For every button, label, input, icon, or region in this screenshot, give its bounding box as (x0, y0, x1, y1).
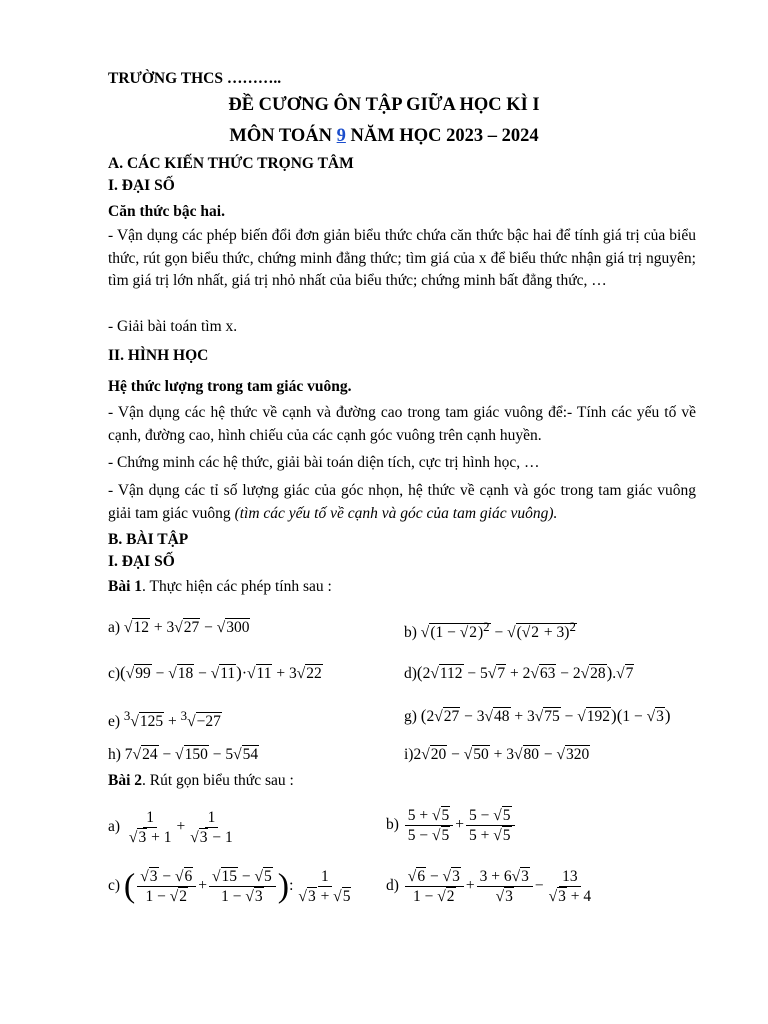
section-a-heading: A. CÁC KIẾN THỨC TRỌNG TÂM (108, 155, 354, 172)
numerator: 13 (559, 868, 581, 887)
exercise-1g: g) (2√27 − 3√48 + 3√75 − √192)(1 − √3) (404, 706, 671, 725)
root-index: 3 (123, 708, 131, 723)
denominator: √3 + √5 (298, 887, 351, 905)
numerator: 5 + √5 (405, 807, 454, 826)
radicand: 5 (441, 826, 450, 844)
radicand: 80 (523, 746, 539, 763)
denominator: √3 + 4 (548, 887, 592, 905)
exercise-1b: b) $√(1 - √2)^2 - √(√2 + 3)^2$ (404, 619, 576, 642)
number: 3 (556, 624, 565, 642)
coefficient: 5 (225, 746, 234, 763)
number: 1 (224, 828, 233, 846)
label-b: b) (386, 816, 399, 833)
radicand: 2 (531, 624, 540, 642)
radicand: 320 (566, 746, 590, 763)
radicand: 5 (502, 806, 511, 824)
coefficient: 2 (572, 665, 581, 682)
radicand: 7 (625, 665, 634, 682)
number: 4 (583, 887, 592, 905)
coefficient: 5 (480, 665, 488, 682)
label-a: a) (108, 818, 121, 835)
number: 5 (469, 826, 477, 844)
exercise-1-label: Bài 1 (108, 578, 143, 595)
numerator: 3 + 6√3 (477, 868, 533, 887)
label-c: c) (108, 877, 121, 894)
radicand: 3 (452, 867, 460, 885)
label-c: c) (108, 665, 121, 682)
root-index: 3 (180, 708, 188, 723)
radicand: 3 (138, 828, 147, 846)
radicand: 3 (149, 867, 158, 885)
radicand: 300 (226, 619, 250, 636)
coefficient: 7 (124, 746, 133, 763)
radicand: 2 (179, 887, 187, 905)
subtitle-suffix: NĂM HỌC 2023 – 2024 (345, 126, 539, 146)
radicand: −27 (196, 713, 221, 731)
radicand: 6 (417, 867, 426, 885)
exercise-2c: c) ( $\frac{√3 - √6}{1 - √2}$ + $\frac{√15 - √5}{1 - √3}$ ): $\frac{1}{√3 + √5}$ (108, 864, 356, 908)
label-i: i) (404, 746, 414, 763)
radicand: 3 (558, 887, 566, 905)
open-paren: ( (123, 867, 136, 905)
fraction (405, 807, 454, 844)
radicand: 50 (473, 746, 489, 763)
label-b: b) (404, 624, 417, 642)
grade-link[interactable]: 9 (336, 126, 346, 146)
radicand: 15 (221, 867, 238, 885)
school-name: TRƯỜNG THCS ……….. (108, 70, 282, 87)
paragraph-trig-ratios (108, 480, 696, 525)
exercise-1-title (108, 577, 332, 597)
fraction (209, 868, 276, 905)
denominator: √3 + 1 (128, 828, 172, 846)
radicand: 20 (430, 746, 447, 763)
label-e: e) (108, 713, 121, 731)
fraction (477, 868, 533, 905)
coefficient: 3 (506, 746, 514, 763)
radicand: 150 (184, 746, 208, 763)
denominator: √3 (495, 887, 513, 905)
radicand: 22 (306, 665, 322, 682)
numerator: 5 − √5 (466, 807, 515, 826)
coefficient: 2 (522, 665, 531, 682)
fraction (405, 868, 464, 905)
trig-text: - Vận dụng các tỉ số lượng giác của góc nhọn, hệ thức về cạnh và góc trong tam giác vuông giải tam giác vuông (108, 482, 696, 522)
numerator: √15 − √5 (209, 868, 276, 887)
numerator: √3 − √6 (137, 868, 196, 887)
denominator: 5 − √5 (407, 826, 450, 844)
number: 5 (469, 806, 477, 824)
exercise-2-label: Bài 2 (108, 772, 143, 789)
fraction (187, 809, 236, 846)
number: 1 (435, 624, 444, 642)
exercise-1i: i)2√20 − √50 + 3√80 − √320 (404, 746, 590, 763)
numerator: 1 (143, 809, 157, 828)
section-b-heading: B. BÀI TẬP (108, 531, 189, 548)
radicand: 18 (177, 665, 194, 682)
number: 1 (221, 887, 229, 905)
fraction (137, 868, 196, 905)
exercise-2-instruction: . Rút gọn biểu thức sau : (142, 772, 294, 789)
coefficient: 3 (166, 619, 175, 636)
close-paren: ) (277, 867, 290, 905)
fraction (126, 809, 175, 846)
label-d: d) (404, 665, 417, 682)
label-a: a) (108, 619, 121, 636)
radicand: 125 (139, 713, 164, 731)
exercise-2b: b) $\frac{5 + √5}{5 - √5}$ + $\frac{5 - √5}{5 + √5}$ (386, 805, 517, 845)
radicand: 75 (544, 708, 560, 725)
radicand: 5 (441, 806, 450, 824)
radicand: 27 (183, 619, 200, 636)
radicand: 3 (505, 887, 513, 905)
denominator: 1 − √3 (221, 887, 263, 905)
radicand: 7 (497, 665, 506, 682)
radicand: 63 (539, 665, 556, 682)
radicand: 11 (256, 665, 272, 682)
denominator: √3 − 1 (190, 828, 233, 846)
coefficient: 6 (503, 867, 512, 885)
document-title: ĐỀ CƯƠNG ÔN TẬP GIỮA HỌC KÌ I (228, 95, 540, 115)
paragraph-prove-relations: - Chứng minh các hệ thức, giải bài toán diện tích, cực trị hình học, … (108, 454, 540, 471)
radicand: 28 (590, 665, 606, 682)
radicand: 3 (254, 887, 263, 905)
exponent: 2 (569, 619, 576, 634)
denominator: 1 − √2 (413, 887, 455, 905)
coefficient: 2 (413, 746, 422, 763)
number: 1 (145, 887, 154, 905)
radicand: 99 (135, 665, 151, 682)
geometry-heading: II. HÌNH HỌC (108, 347, 209, 364)
radicand: 12 (133, 619, 149, 636)
fraction (295, 868, 354, 905)
number: 3 (479, 867, 488, 885)
exercise-1d: d)(2√112 − 5√7 + 2√63 − 2√28).√7 (404, 663, 634, 682)
radicand: 3 (656, 708, 664, 725)
radicand: 5 (502, 826, 511, 844)
topic-right-triangle: Hệ thức lượng trong tam giác vuông. (108, 378, 352, 395)
topic-square-roots: Căn thức bậc hai. (108, 203, 225, 220)
fraction (546, 868, 595, 905)
fraction (466, 807, 515, 844)
coefficient: 3 (527, 708, 535, 725)
numerator: √6 − √3 (405, 868, 464, 887)
paragraph-square-roots: - Vận dụng các phép biến đổi đơn giản biểu thức chứa căn thức bậc hai để tính giá trị của biểu thức, rút gọn biểu thức, chứng minh đẳng thức; tìm giá của x để biểu thức nhận giá trị nguyên; tìm giá trị lớn nhất, giá trị nhỏ nhất của biểu thức; chứng minh bất đẳng thức, … (108, 227, 696, 290)
number: 5 (407, 826, 416, 844)
exercise-2d: d) $\frac{√6 - √3}{1 - √2}$ + $\frac{3 + 6√3}{√3}$ − $\frac{13}{√3 + 4}$ (386, 864, 596, 908)
radicand: 2 (469, 624, 477, 642)
radicand: 3 (199, 828, 208, 846)
numerator: 1 (205, 809, 219, 828)
trig-text-italic: (tìm các yếu tố về cạnh và góc của tam giác vuông). (234, 504, 558, 522)
coefficient: 2 (426, 708, 435, 725)
radicand: 112 (439, 665, 463, 682)
denominator: 5 + √5 (469, 826, 511, 844)
number: 1 (622, 708, 631, 725)
label-g: g) (404, 708, 417, 725)
coefficient: 3 (476, 708, 485, 725)
document-subtitle (0, 124, 768, 148)
algebra-heading: I. ĐẠI SỐ (108, 177, 175, 194)
exercise-1a: a) √12 + 3√27 − √300 (108, 619, 250, 636)
radicand: 24 (142, 746, 158, 763)
radicand: 2 (446, 887, 455, 905)
radicand: 5 (342, 887, 351, 905)
label-d: d) (386, 877, 399, 894)
exercise-1h: h) 7√24 − √150 − 5√54 (108, 746, 259, 763)
radicand: 27 (443, 708, 460, 725)
paragraph-find-x: - Giải bài toán tìm x. (108, 318, 238, 335)
number: 1 (413, 887, 421, 905)
radicand: 3 (307, 887, 316, 905)
exercise-algebra-heading: I. ĐẠI SỐ (108, 553, 175, 570)
denominator: 1 − √2 (145, 887, 187, 905)
exercise-1c: c)(√99 − √18 − √11)·√11 + 3√22 (108, 663, 322, 682)
coefficient: 2 (422, 665, 431, 682)
radicand: 54 (242, 746, 259, 763)
radicand: 6 (184, 867, 193, 885)
radicand: 5 (264, 867, 272, 885)
radicand: 11 (220, 665, 236, 682)
radicand: 3 (521, 867, 529, 885)
label-h: h) (108, 746, 121, 763)
exercise-1e: e) $^3$√125 + $^3$√−27 (108, 708, 221, 731)
exercise-2a: a) $\frac{1}{√3 + 1}$ + $\frac{1}{√3 - 1}$ (108, 807, 238, 847)
exercise-1-instruction: . Thực hiện các phép tính sau : (142, 578, 332, 595)
number: 1 (163, 828, 172, 846)
numerator: 1 (318, 868, 332, 887)
coefficient: 3 (288, 665, 297, 682)
exercise-2-title (108, 771, 294, 791)
paragraph-triangle-relations: - Vận dụng các hệ thức về cạnh và đường cao trong tam giác vuông để:- Tính các yếu tố về cạnh, đường cao, hình chiếu của các cạnh góc vuông trên cạnh huyền. (108, 404, 696, 444)
radicand: 48 (494, 708, 510, 725)
subtitle-prefix: MÔN TOÁN (229, 126, 337, 146)
number: 5 (407, 806, 416, 824)
radicand: 192 (586, 708, 611, 725)
exponent: 2 (483, 619, 490, 634)
